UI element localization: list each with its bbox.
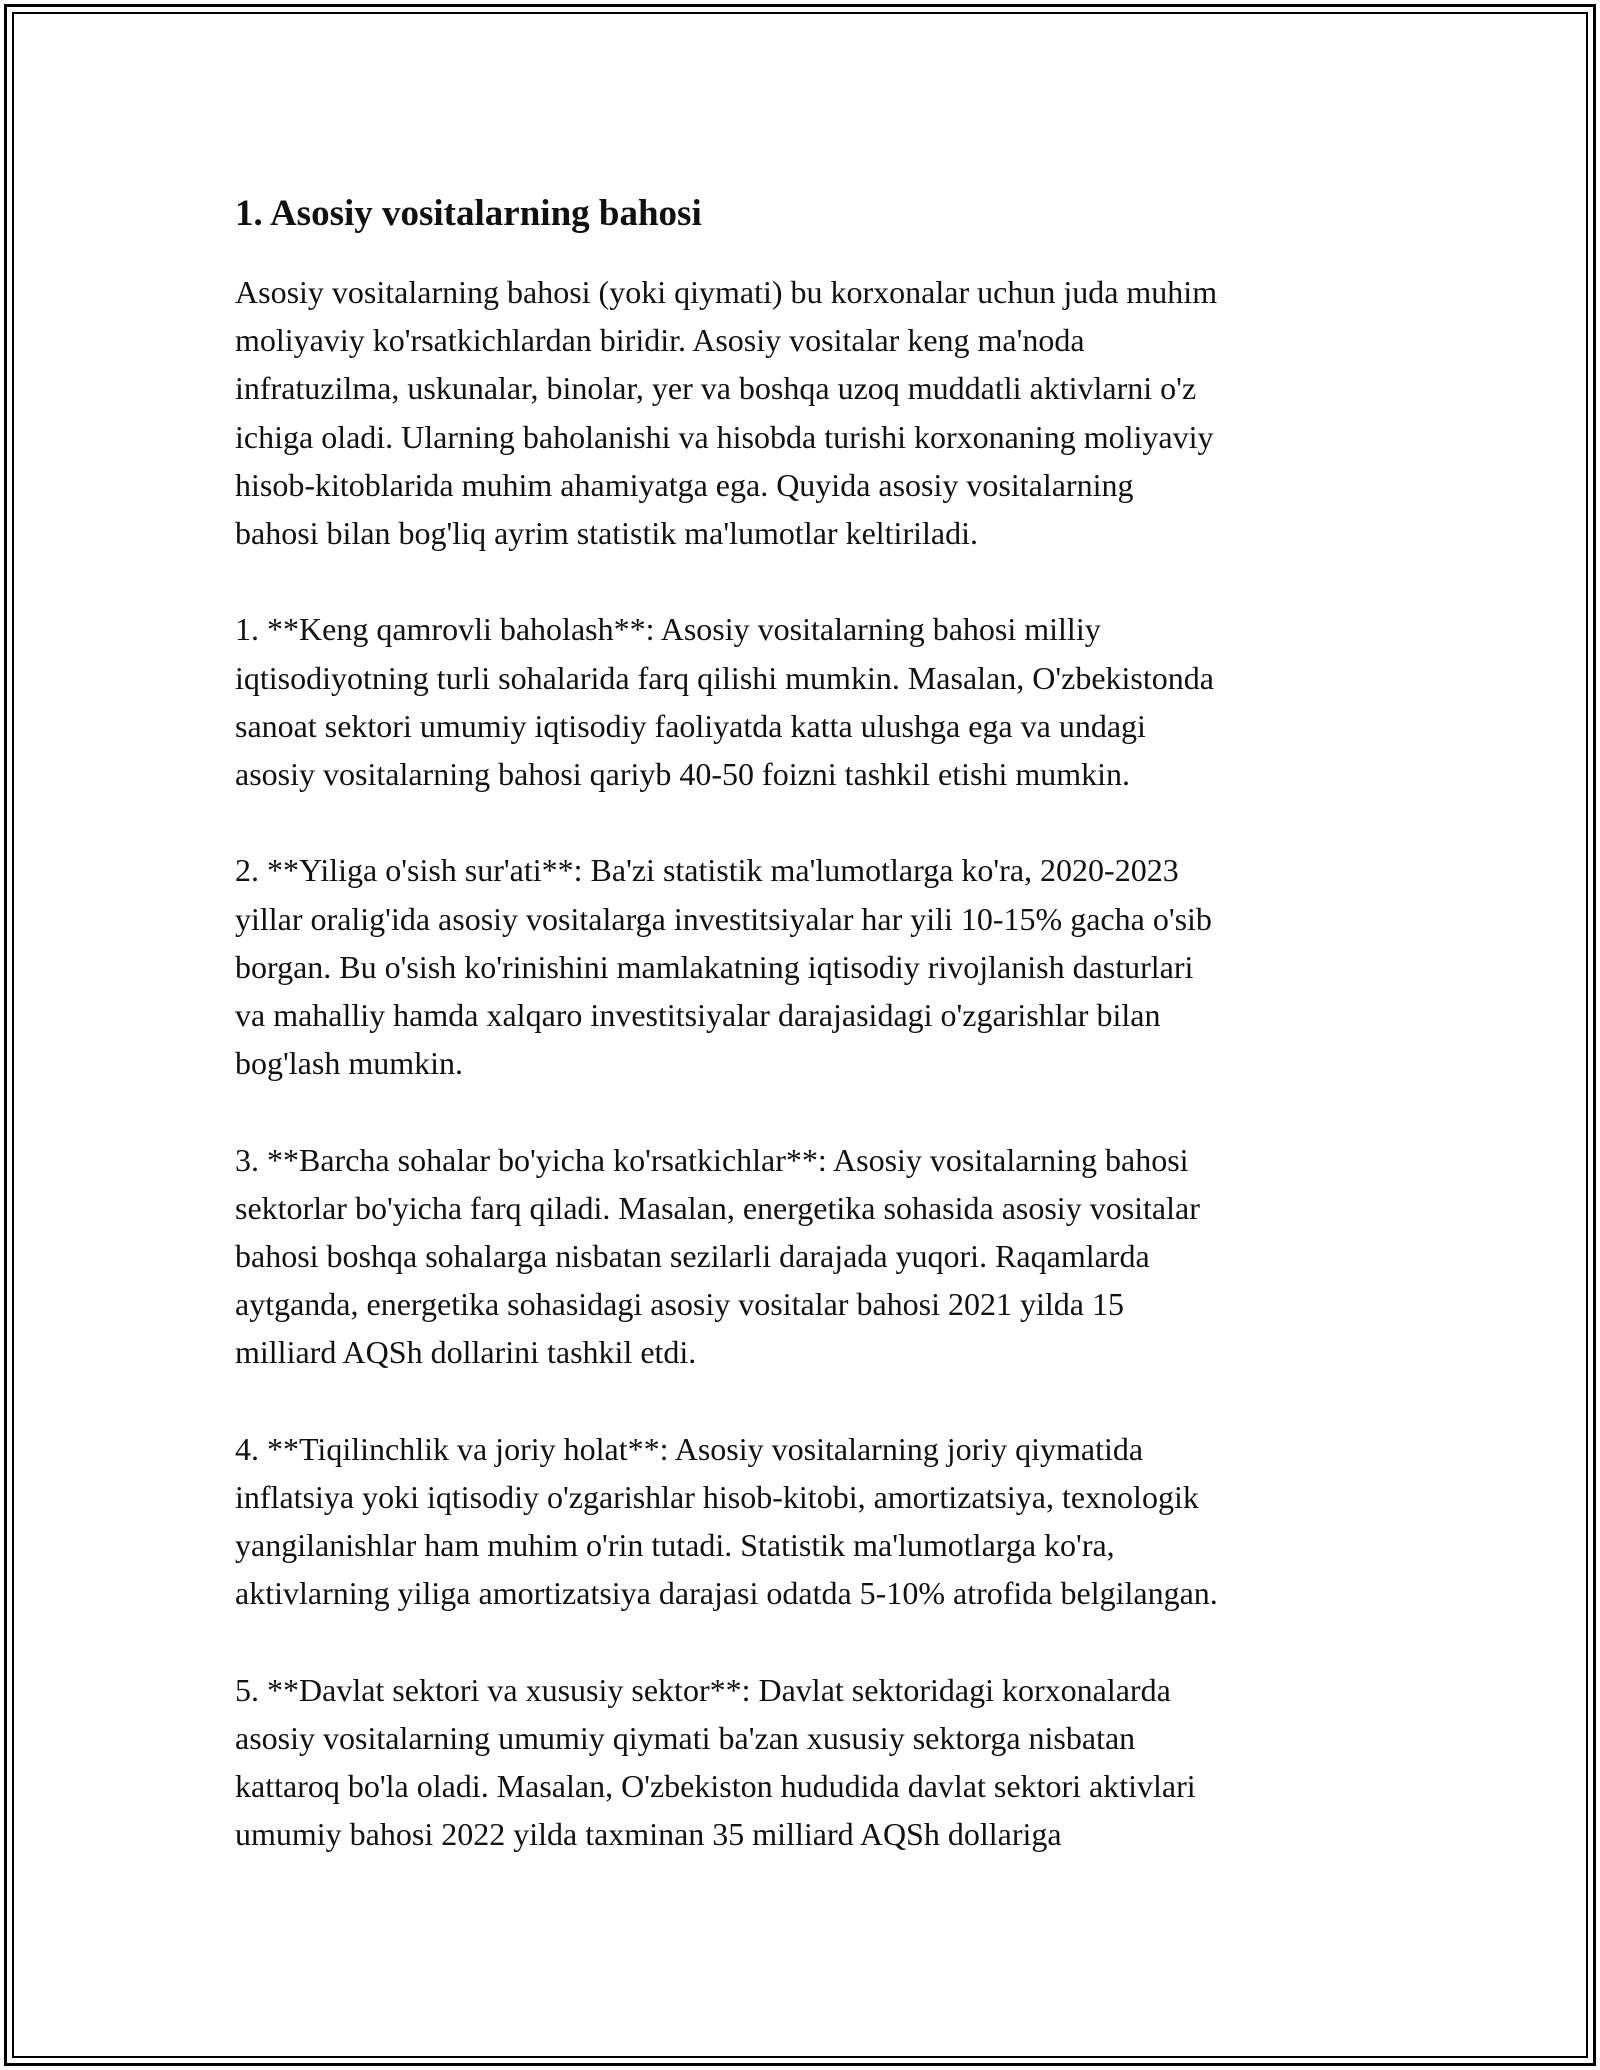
paragraph-line: va mahalliy hamda xalqaro investitsiyalar darajasidagi o'zgarishlar bilan: [235, 997, 1161, 1034]
list-item-5: [235, 1666, 1385, 1859]
paragraph-line: 2. **Yiliga o'sish sur'ati**: Ba'zi statistik ma'lumotlarga ko'ra, 2020-2023: [235, 852, 1179, 889]
paragraph-line: aktivlarning yiliga amortizatsiya darajasi odatda 5-10% atrofida belgilangan.: [235, 1575, 1218, 1612]
intro-paragraph: [235, 268, 1385, 557]
paragraph-line: asosiy vositalarning bahosi qariyb 40-50 foizni tashkil etishi mumkin.: [235, 756, 1130, 793]
paragraph-line: asosiy vositalarning umumiy qiymati ba'zan xususiy sektorga nisbatan: [235, 1720, 1136, 1757]
paragraph-line: bog'lash mumkin.: [235, 1045, 463, 1082]
paragraph-line: aytganda, energetika sohasidagi asosiy vositalar bahosi 2021 yilda 15: [235, 1286, 1124, 1323]
paragraph-line: Asosiy vositalarning bahosi (yoki qiymati) bu korxonalar uchun juda muhim: [235, 274, 1218, 310]
paragraph-line: sanoat sektori umumiy iqtisodiy faoliyatda katta ulushga ega va undagi: [235, 707, 1146, 744]
paragraph-line: bahosi boshqa sohalarga nisbatan sezilarli darajada yuqori. Raqamlarda: [235, 1238, 1150, 1275]
paragraph-line: 4. **Tiqilinchlik va joriy holat**: Asosiy vositalarning joriy qiymatida: [235, 1430, 1144, 1467]
paragraph-line: infratuzilma, uskunalar, binolar, yer va boshqa uzoq muddatli aktivlarni o'z: [235, 370, 1197, 407]
paragraph-line: umumiy bahosi 2022 yilda taxminan 35 milliard AQSh dollariga: [235, 1816, 1062, 1853]
paragraph-line: ichiga oladi. Ularning baholanishi va hisobda turishi korxonaning moliyaviy: [235, 418, 1214, 455]
list-item-4: [235, 1425, 1385, 1618]
paragraph-line: yillar oralig'ida asosiy vositalarga investitsiyalar har yili 10-15% gacha o'sib: [235, 900, 1212, 937]
paragraph-line: bahosi bilan bog'liq ayrim statistik ma'lumotlar keltiriladi.: [235, 515, 978, 552]
list-item-1: [235, 605, 1385, 798]
list-item-2: [235, 846, 1385, 1087]
paragraph-line: 1. **Keng qamrovli baholash**: Asosiy vositalarning bahosi milliy: [235, 611, 1101, 648]
paragraph-line: kattaroq bo'la oladi. Masalan, O'zbekiston hududida davlat sektori aktivlari: [235, 1768, 1196, 1805]
paragraph-line: 5. **Davlat sektori va xususiy sektor**: Davlat sektoridagi korxonalarda: [235, 1671, 1171, 1708]
paragraph-line: borgan. Bu o'sish ko'rinishini mamlakatning iqtisodiy rivojlanish dasturlari: [235, 948, 1194, 985]
section-title: 1. Asosiy vositalarning bahosi: [235, 193, 702, 234]
paragraph-line: iqtisodiyotning turli sohalarida farq qilishi mumkin. Masalan, O'zbekistonda: [235, 659, 1214, 696]
paragraph-line: hisob-kitoblarida muhim ahamiyatga ega. Quyida asosiy vositalarning: [235, 466, 1134, 503]
paragraph-line: 3. **Barcha sohalar bo'yicha ko'rsatkichlar**: Asosiy vositalarning bahosi: [235, 1141, 1189, 1178]
document-body: [235, 188, 1385, 1907]
list-item-3: [235, 1136, 1385, 1377]
paragraph-line: milliard AQSh dollarini tashkil etdi.: [235, 1334, 697, 1371]
paragraph-line: inflatsiya yoki iqtisodiy o'zgarishlar hisob-kitobi, amortizatsiya, texnologik: [235, 1479, 1199, 1516]
paragraph-line: sektorlar bo'yicha farq qiladi. Masalan, energetika sohasida asosiy vositalar: [235, 1189, 1200, 1226]
paragraph-line: moliyaviy ko'rsatkichlardan biridir. Asosiy vositalar keng ma'noda: [235, 322, 1085, 359]
paragraph-line: yangilanishlar ham muhim o'rin tutadi. Statistik ma'lumotlarga ko'ra,: [235, 1527, 1115, 1564]
